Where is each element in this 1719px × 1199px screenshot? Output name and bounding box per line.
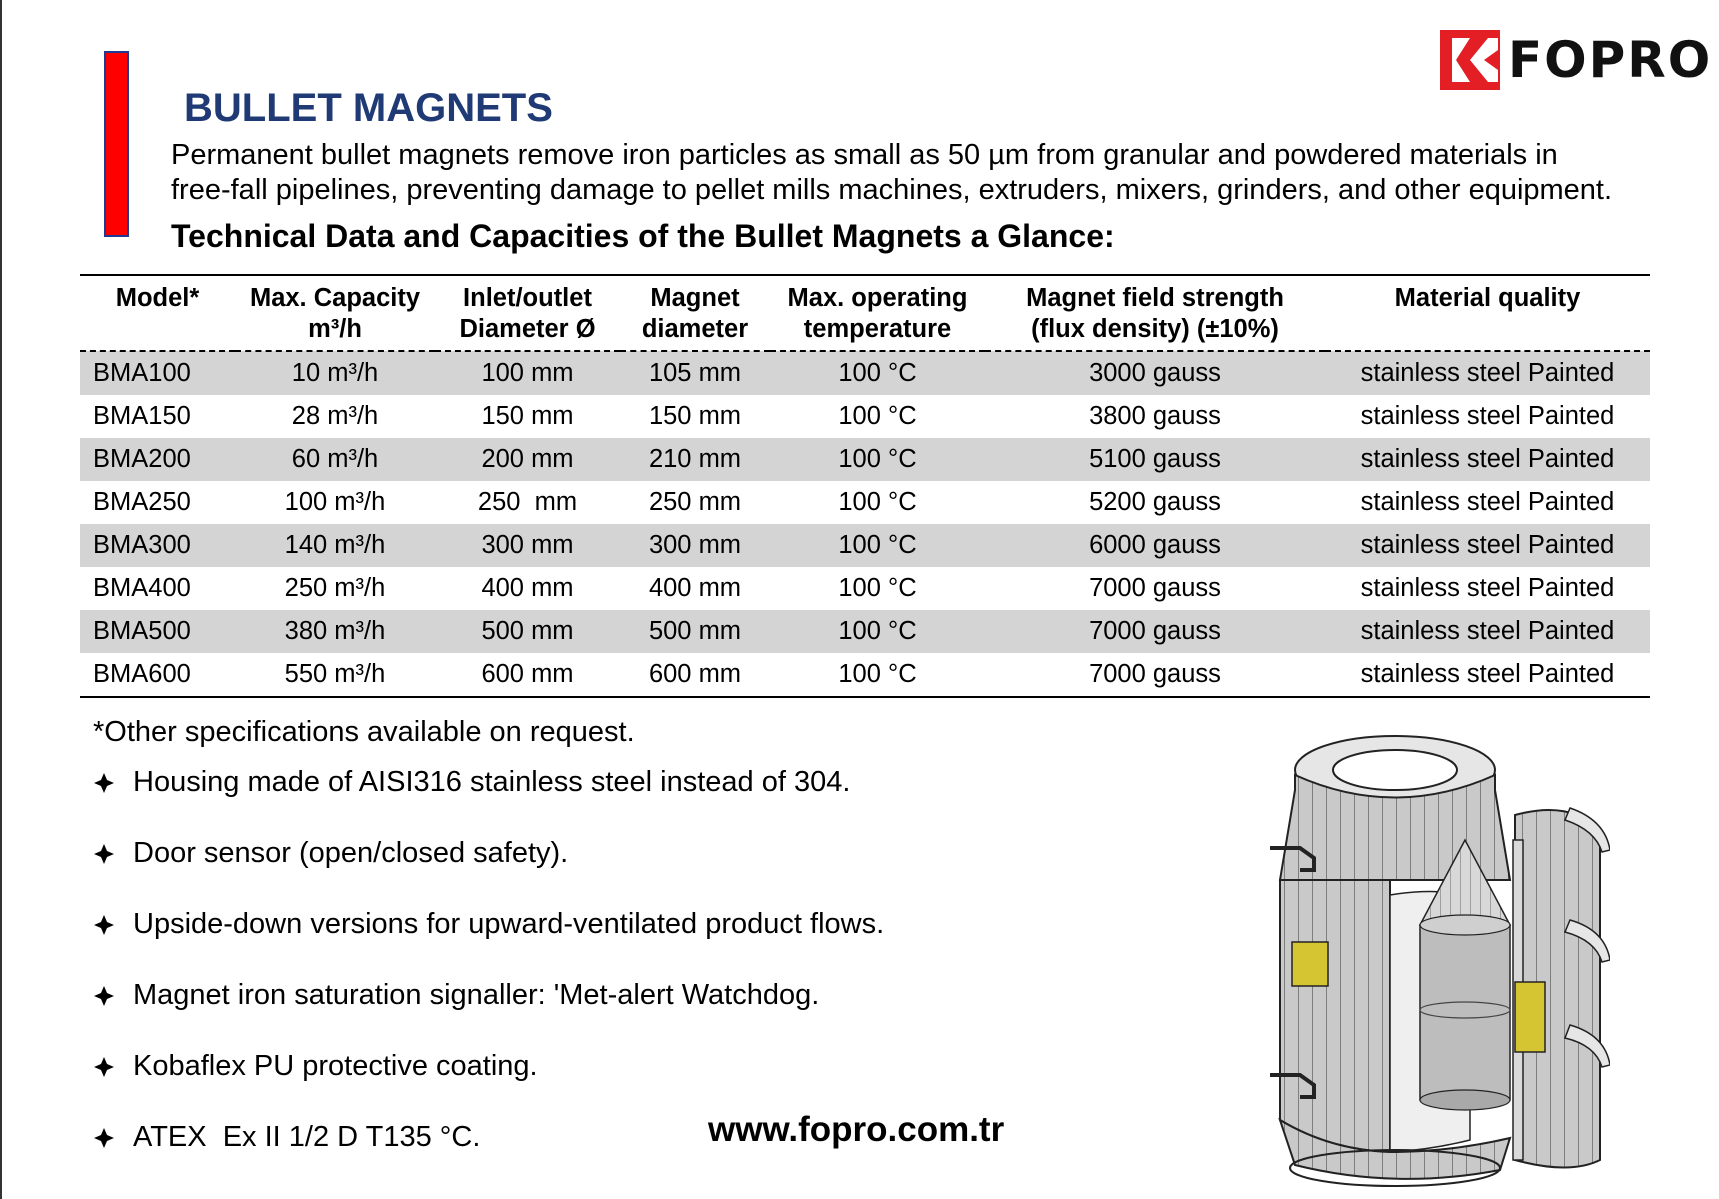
cell-field-strength: 5100 gauss (1089, 445, 1221, 473)
list-item (93, 908, 884, 979)
cell-magnet-diameter: 300 mm (648, 531, 742, 559)
cell-material: stainless steel Painted (1360, 402, 1615, 430)
fopro-logo (1440, 30, 1712, 90)
cell-material: stainless steel Painted (1360, 617, 1615, 645)
diamond-bullet-icon (93, 1056, 115, 1078)
list-item (93, 979, 884, 1050)
accent-bar (104, 51, 129, 237)
option-text: ATEX Ex II 1/2 D T135 °C. (133, 1121, 481, 1153)
cell-model: BMA400 (93, 574, 191, 602)
website-url: www.fopro.com.tr (708, 1110, 1005, 1149)
cell-field-strength: 3800 gauss (1089, 402, 1221, 430)
cell-capacity: 60 m³/h (291, 445, 379, 473)
col-header-capacity: Max. Capacity m³/h (235, 275, 435, 351)
option-text: Upside-down versions for upward-ventilated product flows. (133, 908, 885, 940)
cell-magnet-diameter: 250 mm (648, 488, 742, 516)
footnote: *Other specifications available on request. (93, 716, 635, 748)
diamond-bullet-icon (93, 1127, 115, 1149)
intro-line-2: free-fall pipelines, preventing damage to pellet mills machines, extruders, mixers, grinders, and other equipment. (171, 174, 1613, 206)
cell-temperature: 100 °C (838, 531, 917, 559)
cell-capacity: 10 m³/h (291, 359, 379, 387)
cell-capacity: 28 m³/h (291, 402, 379, 430)
cell-inlet: 500 mm (481, 617, 574, 645)
table-row (80, 481, 1650, 524)
table-row (80, 351, 1650, 395)
cell-inlet: 200 mm (481, 445, 574, 473)
cell-material: stainless steel Painted (1360, 531, 1615, 559)
cell-magnet-diameter: 600 mm (648, 660, 742, 688)
cell-temperature: 100 °C (838, 617, 917, 645)
cell-material: stainless steel Painted (1360, 359, 1615, 387)
cell-model: BMA300 (93, 531, 191, 559)
table-heading: Technical Data and Capacities of the Bullet Magnets a Glance: (171, 218, 1115, 254)
table-row (80, 395, 1650, 438)
table-row (80, 653, 1650, 697)
diamond-bullet-icon (93, 772, 115, 794)
cell-inlet: 100 mm (481, 359, 574, 387)
cell-inlet: 300 mm (481, 531, 574, 559)
cell-model: BMA250 (93, 488, 191, 516)
cell-temperature: 100 °C (838, 488, 917, 516)
cell-field-strength: 6000 gauss (1089, 531, 1221, 559)
cell-model: BMA100 (93, 359, 191, 387)
page-title: BULLET MAGNETS (184, 86, 553, 130)
cell-magnet-diameter: 105 mm (648, 359, 742, 387)
diamond-bullet-icon (93, 985, 115, 1007)
cell-capacity: 100 m³/h (284, 488, 386, 516)
cell-inlet: 400 mm (481, 574, 574, 602)
cell-material: stainless steel Painted (1360, 445, 1615, 473)
brand-name: FOPRO (1508, 31, 1713, 89)
list-item (93, 837, 884, 908)
table-row (80, 524, 1650, 567)
list-item (93, 766, 884, 837)
col-header-model: Model* (80, 275, 235, 351)
cell-inlet: 150 mm (481, 402, 574, 430)
col-header-material: Material quality (1325, 275, 1650, 351)
cell-magnet-diameter: 210 mm (648, 445, 742, 473)
cell-magnet-diameter: 400 mm (648, 574, 742, 602)
cell-magnet-diameter: 150 mm (648, 402, 742, 430)
cell-inlet: 600 mm (481, 660, 574, 688)
table-header-row (80, 275, 1650, 351)
cell-temperature: 100 °C (838, 445, 917, 473)
cell-inlet: 250 mm (477, 488, 578, 516)
cell-model: BMA150 (93, 402, 191, 430)
col-header-inlet: Inlet/outlet Diameter Ø (435, 275, 620, 351)
diamond-bullet-icon (93, 914, 115, 936)
intro-line-1: Permanent bullet magnets remove iron particles as small as 50 µm from granular and powdered materials in (171, 139, 1558, 171)
cell-field-strength: 7000 gauss (1089, 660, 1221, 688)
option-text: Door sensor (open/closed safety). (133, 837, 569, 869)
cell-material: stainless steel Painted (1360, 574, 1615, 602)
table-row (80, 438, 1650, 481)
cell-material: stainless steel Painted (1360, 660, 1615, 688)
cell-temperature: 100 °C (838, 402, 917, 430)
cell-capacity: 550 m³/h (284, 660, 386, 688)
cell-field-strength: 5200 gauss (1089, 488, 1221, 516)
bullet-magnet-illustration (1270, 720, 1610, 1190)
col-header-magnet-diameter: Magnet diameter (620, 275, 770, 351)
cell-model: BMA500 (93, 617, 191, 645)
cell-material: stainless steel Painted (1360, 488, 1615, 516)
col-header-field-strength: Magnet field strength (flux density) (±10%) (985, 275, 1325, 351)
option-text: Housing made of AISI316 stainless steel instead of 304. (133, 766, 851, 798)
page-border (0, 0, 2, 1199)
cell-magnet-diameter: 500 mm (648, 617, 742, 645)
spec-table (80, 274, 1650, 698)
cell-temperature: 100 °C (838, 660, 917, 688)
col-header-temperature: Max. operating temperature (770, 275, 985, 351)
cell-field-strength: 3000 gauss (1089, 359, 1221, 387)
option-text: Kobaflex PU protective coating. (133, 1050, 538, 1082)
cell-model: BMA600 (93, 660, 191, 688)
cell-field-strength: 7000 gauss (1089, 617, 1221, 645)
fopro-logo-icon (1440, 30, 1500, 90)
cell-capacity: 250 m³/h (284, 574, 386, 602)
cell-temperature: 100 °C (838, 574, 917, 602)
cell-temperature: 100 °C (838, 359, 917, 387)
cell-capacity: 140 m³/h (284, 531, 386, 559)
table-row (80, 610, 1650, 653)
diamond-bullet-icon (93, 843, 115, 865)
cell-model: BMA200 (93, 445, 191, 473)
cell-capacity: 380 m³/h (284, 617, 386, 645)
cell-field-strength: 7000 gauss (1089, 574, 1221, 602)
table-row (80, 567, 1650, 610)
option-text: Magnet iron saturation signaller: 'Met-alert Watchdog. (133, 979, 820, 1011)
intro-text (171, 138, 1671, 208)
